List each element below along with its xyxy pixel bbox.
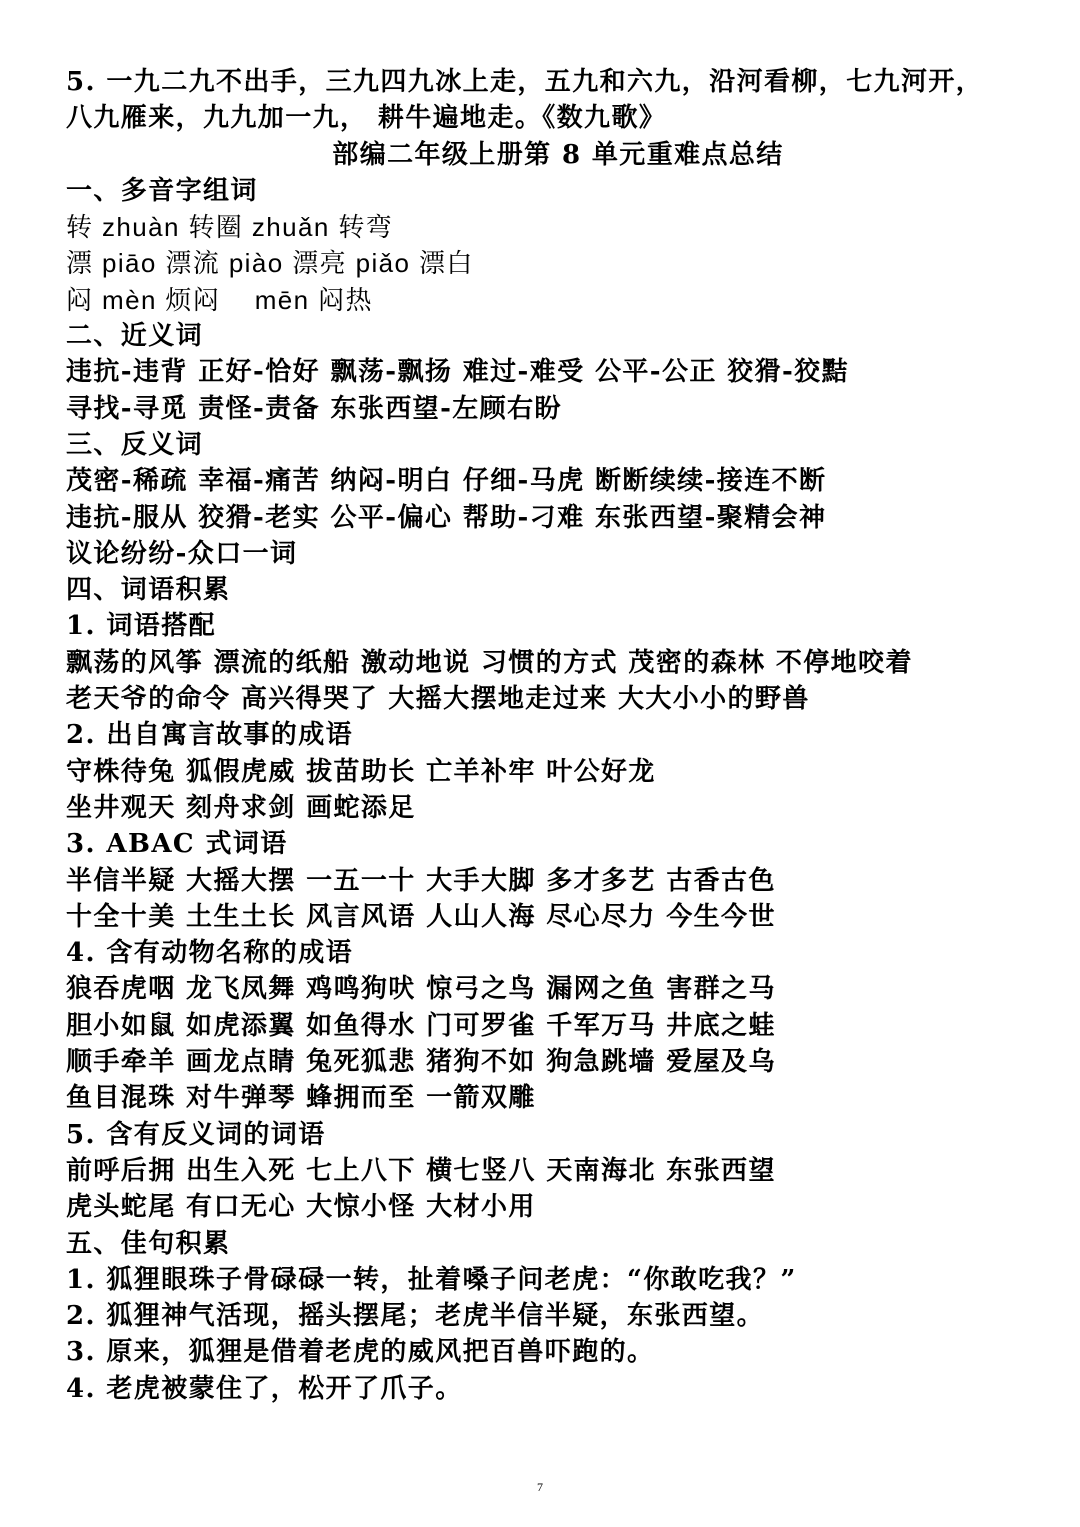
synonym-row-2: 寻找-寻觅 责怪-责备 东张西望-左顾右盼 — [66, 393, 562, 424]
animal-idiom-row-1: 狼吞虎咽 龙飞凤舞 鸡鸣狗吠 惊弓之鸟 漏网之鱼 害群之马 — [66, 974, 776, 1005]
poem-line-1: 5. 一九二九不出手，三九四九冰上走，五九和六九，沿河看柳，七九河开， — [66, 67, 984, 97]
section-heading-sentences: 五、佳句积累 — [66, 1228, 231, 1259]
animal-idiom-row-3: 顺手牵羊 画龙点睛 兔死狐悲 猪狗不如 狗急跳墙 爱屋及乌 — [66, 1047, 776, 1078]
subheading-collocations: 1. 词语搭配 — [66, 611, 216, 642]
fable-idiom-row-1: 守株待兔 狐假虎威 拔苗助长 亡羊补牢 叶公好龙 — [66, 756, 656, 787]
antonym-word-row-1: 前呼后拥 出生入死 七上八下 横七竖八 天南海北 东张西望 — [66, 1155, 776, 1186]
subheading-fable-idioms: 2. 出自寓言故事的成语 — [66, 720, 353, 751]
sentence-4: 4. 老虎被蒙住了，松开了爪子。 — [66, 1373, 463, 1404]
section-heading-polyphones: 一、多音字组词 — [66, 175, 258, 206]
poem-line-2: 八九雁来，九九加一九， 耕牛遍地走。《数九歌》 — [66, 103, 667, 134]
collocation-row-1: 飘荡的风筝 漂流的纸船 激动地说 习惯的方式 茂密的森林 不停地咬着 — [66, 647, 913, 678]
fable-idiom-row-2: 坐井观天 刻舟求剑 画蛇添足 — [66, 792, 416, 823]
subheading-antonym-words: 5. 含有反义词的词语 — [66, 1119, 326, 1150]
page-number: 7 — [537, 1480, 543, 1494]
antonym-row-3: 议论纷纷-众口一词 — [66, 538, 298, 569]
antonym-row-1: 茂密-稀疏 幸福-痛苦 纳闷-明白 仔细-马虎 断断续续-接连不断 — [66, 466, 827, 497]
subheading-abac-words: 3. ABAC 式词语 — [66, 829, 288, 860]
antonym-word-row-2: 虎头蛇尾 有口无心 大惊小怪 大材小用 — [66, 1192, 536, 1223]
section-heading-synonyms: 二、近义词 — [66, 321, 204, 352]
sentence-1: 1. 狐狸眼珠子骨碌碌一转，扯着嗓子问老虎：“你敢吃我？” — [66, 1264, 797, 1295]
polyphone-row-piao: 漂 piāo 漂流 piào 漂亮 piǎo 漂白 — [66, 248, 474, 279]
animal-idiom-row-4: 鱼目混珠 对牛弹琴 蜂拥而至 一箭双雕 — [66, 1083, 536, 1114]
subheading-animal-idioms: 4. 含有动物名称的成语 — [66, 938, 353, 969]
sentence-2: 2. 狐狸神气活现，摇头摆尾；老虎半信半疑，东张西望。 — [66, 1301, 764, 1332]
polyphone-row-men: 闷 mèn 烦闷 mēn 闷热 — [66, 284, 373, 315]
abac-row-1: 半信半疑 大摇大摆 一五一十 大手大脚 多才多艺 古香古色 — [66, 865, 776, 896]
section-heading-antonyms: 三、反义词 — [66, 429, 204, 460]
abac-row-2: 十全十美 土生土长 风言风语 人山人海 尽心尽力 今生今世 — [66, 901, 776, 932]
synonym-row-1: 违抗-违背 正好-恰好 飘荡-飘扬 难过-难受 公平-公正 狡猾-狡黠 — [66, 357, 850, 388]
document-body — [66, 64, 1050, 1407]
polyphone-row-zhuan: 转 zhuàn 转圈 zhuǎn 转弯 — [66, 212, 394, 243]
animal-idiom-row-2: 胆小如鼠 如虎添翼 如鱼得水 门可罗雀 千军万马 井底之蛙 — [66, 1010, 776, 1041]
collocation-row-2: 老天爷的命令 高兴得哭了 大摇大摆地走过来 大大小小的野兽 — [66, 684, 810, 715]
sentence-3: 3. 原来，狐狸是借着老虎的威风把百兽吓跑的。 — [66, 1337, 655, 1368]
section-heading-vocabulary: 四、词语积累 — [66, 575, 231, 606]
page-title: 部编二年级上册第 8 单元重难点总结 — [332, 139, 784, 170]
antonym-row-2: 违抗-服从 狡猾-老实 公平-偏心 帮助-刁难 东张西望-聚精会神 — [66, 502, 827, 533]
